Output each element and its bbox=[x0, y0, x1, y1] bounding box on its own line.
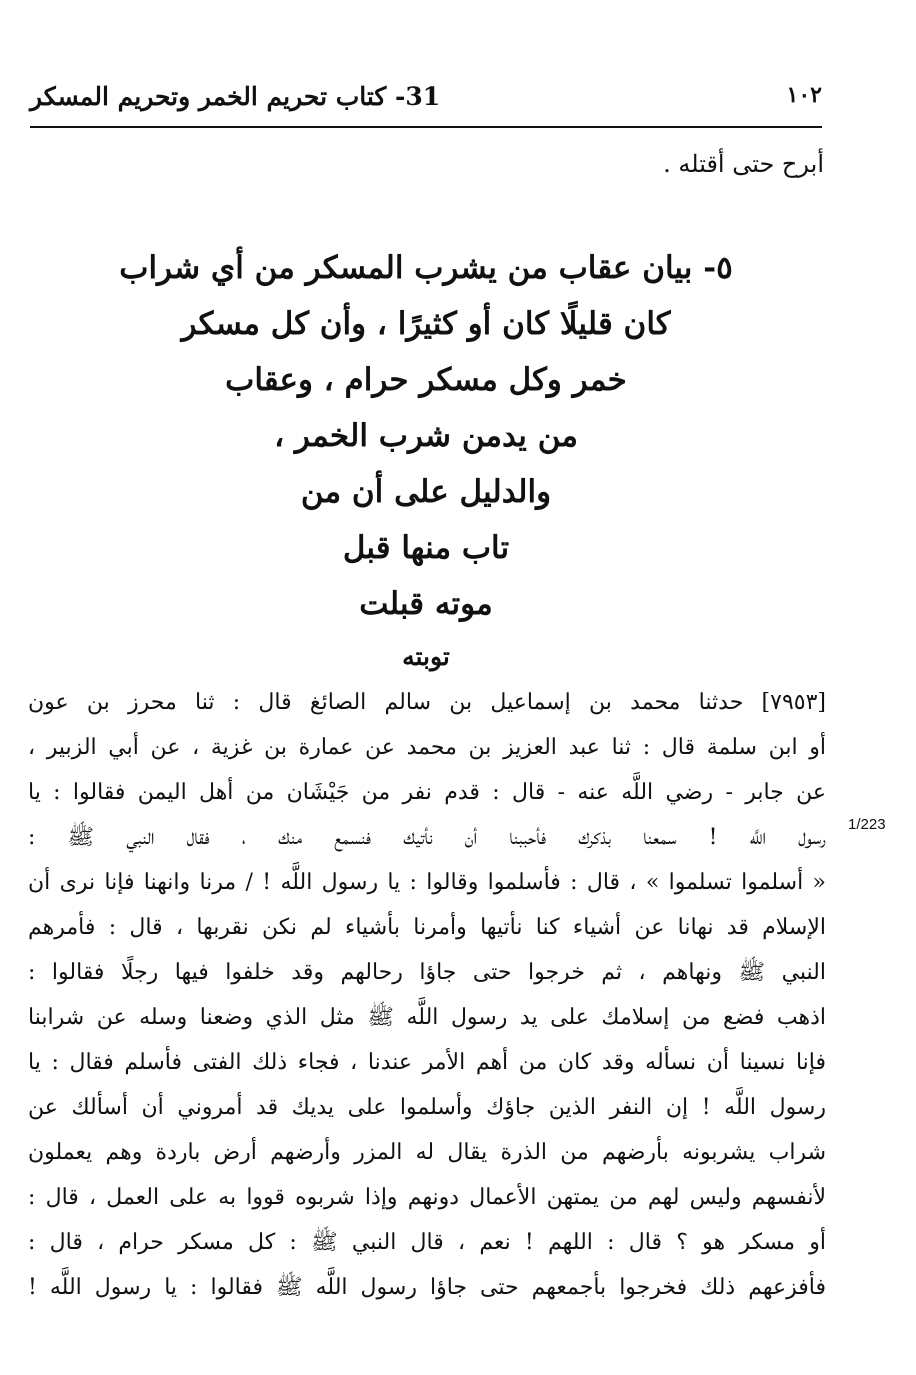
body-line: رسول اللَّه ! إن النفر الذين جاؤك وأسلموا على يديك قد أمروني أن أسألك عن bbox=[28, 1095, 826, 1120]
body-line: رسول اللَّه ! سمعنا بذكرك فأحببنا أن نأتيك فنسمع منك ، فقال النبي ﷺ : bbox=[28, 825, 826, 850]
body-line: [٧٩٥٣] حدثنا محمد بن إسماعيل بن سالم الصائغ قال : ثنا محرز بن عون bbox=[28, 690, 826, 715]
body-line: الإسلام قد نهانا عن أشياء كنا نأتيها وأمرنا بأشياء لم نكن نقربها ، قال : فأمرهم bbox=[28, 915, 826, 940]
body-line: لأنفسهم وليس لهم من يمتهن الأعمال دونهم وإذا شربوه قووا به على العمل ، قال : bbox=[28, 1185, 826, 1210]
heading-line: من يدمن شرب الخمر ، bbox=[274, 418, 578, 454]
body-line: النبي ﷺ ونهاهم ، ثم خرجوا حتى جاؤا رحالهم وقد خلفوا فيها رجلًا فقالوا : bbox=[28, 960, 826, 985]
body-line: فأفزعهم ذلك فخرجوا بأجمعهم حتى جاؤا رسول اللَّه ﷺ فقالوا : يا رسول اللَّه ! bbox=[28, 1275, 826, 1300]
heading-line: كان قليلًا كان أو كثيرًا ، وأن كل مسكر bbox=[181, 306, 671, 342]
page-header bbox=[30, 78, 822, 118]
page-number: ١٠٢ bbox=[786, 82, 822, 108]
body-line: اذهب فضع من إسلامك على يد رسول اللَّه ﷺ مثل الذي وضعنا وسله عن شرابنا bbox=[28, 1005, 826, 1030]
heading-line: تاب منها قبل bbox=[342, 530, 510, 566]
heading-line: والدليل على أن من bbox=[300, 474, 552, 510]
hadith-body bbox=[28, 680, 826, 1310]
carryover-text: أبرح حتى أقتله . bbox=[663, 150, 824, 178]
body-line: شراب يشربونه بأرضهم من الذرة يقال له المزر وأرضهم أرض باردة وهم يعملون bbox=[28, 1140, 826, 1165]
heading-line: خمر وكل مسكر حرام ، وعقاب bbox=[225, 362, 627, 398]
body-line: أو مسكر هو ؟ قال : اللهم ! نعم ، قال النبي ﷺ : كل مسكر حرام ، قال : bbox=[28, 1230, 826, 1255]
body-line: عن جابر - رضي اللَّه عنه - قال : قدم نفر من جَيْشَان من أهل اليمن فقالوا : يا bbox=[28, 780, 826, 805]
body-line: أو ابن سلمة قال : ثنا عبد العزيز بن محمد عن عمارة بن غزية ، عن أبي الزبير ، bbox=[28, 735, 826, 760]
header-rule bbox=[30, 126, 822, 128]
chapter-heading bbox=[30, 240, 822, 682]
heading-line: موته قبلت bbox=[359, 586, 493, 622]
heading-line: ٥- بيان عقاب من يشرب المسكر من أي شراب bbox=[119, 250, 733, 286]
body-line: فإنا نسينا أن نسأله وقد كان من أهم الأمر عندنا ، فجاء ذلك الفتى فأسلم فقال : يا bbox=[28, 1050, 826, 1075]
running-title: 31- كتاب تحريم الخمر وتحريم المسكر bbox=[30, 82, 441, 111]
margin-folio-note: 1/223 bbox=[848, 816, 886, 833]
body-line: « أسلموا تسلموا » ، قال : فأسلموا وقالوا : يا رسول اللَّه ! / مرنا وانهنا فإنا نرى أن bbox=[28, 870, 826, 895]
heading-line: توبته bbox=[402, 642, 450, 671]
